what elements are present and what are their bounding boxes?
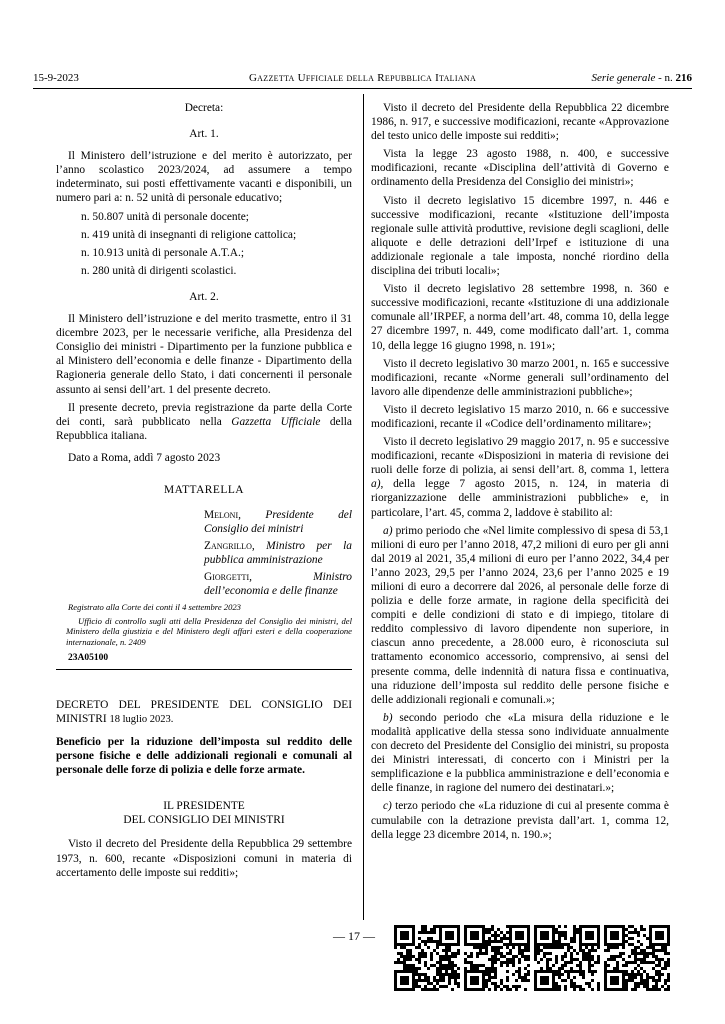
dpcm-title <box>56 698 352 727</box>
list-item <box>371 524 669 707</box>
art1-item: n. 50.807 unità di personale docente; <box>81 210 249 223</box>
qr-code-2 <box>464 925 530 991</box>
item-text: primo periodo che «Nel limite complessivo di spesa di 53,1 milioni di euro per l’anno 2018, 47,2 milioni di euro per gli anni dal 2019 al 2021, 35,4 milioni di euro per l’anno 2022, 34,4 per l’anno 2023, 29,5 per l’anno 2024, 23,6 per l’anno 2025 e 19 milioni di euro a decorrere dal 2026, al personale delle forze di polizia e delle forze armate, in ragione della specificità dei compiti e delle condizioni di stato e di impiego, titolare di reddito complessivo di lavoro dipendente non superiore, in ciascun anno precedente, a 28.000 euro, è riconosciuta sul trattamento economico accessorio, comprensivo, ai sensi del presente comma, delle indennità di natura fissa e continuativa, una riduzione dell’imposta sul reddito delle persone fisiche e delle addizionali regionali e comunali.»; <box>371 524 669 706</box>
header-series <box>591 72 692 84</box>
letter-label: a) <box>371 478 381 491</box>
gazzetta-ufficiale-italic: Gazzetta Ufficiale <box>231 415 321 428</box>
art1-item: n. 10.913 unità di personale A.T.A.; <box>81 246 245 259</box>
art2-publication-paragraph <box>56 401 352 443</box>
right-column <box>371 101 669 846</box>
header-title: Gazzetta Ufficiale della Repubblica Italiana <box>248 72 477 84</box>
registrato-note: Registrato alla Corte dei conti il 4 settembre 2023 <box>68 602 241 613</box>
list-item <box>371 711 669 796</box>
art2-heading: Art. 2. <box>189 290 219 303</box>
signatory-name: Giorgetti <box>204 571 250 584</box>
document-code: 23A05100 <box>68 652 109 663</box>
visto-paragraph: Vista la legge 23 agosto 1988, n. 400, e successive modificazioni, recante «Disciplina dell’attività di Governo e ordinamento della Presidenza del Consiglio dei ministri»; <box>371 148 669 189</box>
dpcm-date: 18 luglio 2023. <box>109 714 174 726</box>
left-column <box>56 101 352 884</box>
art1-heading: Art. 1. <box>189 128 219 141</box>
signatory <box>204 540 352 567</box>
mattarella-signature: MATTARELLA <box>163 483 245 496</box>
art2-paragraph: Il Ministero dell’istruzione e del merito trasmette, entro il 31 dicembre 2023, per le necessarie verifiche, alla Presidenza del Consiglio dei ministri - Dipartimento per la funzione pubblica e al Ministero dell’economia e delle finanze - Dipartimento della Ragioneria generale dello Stato, i dati concernenti il personale assunto ai sensi dell’art. 1 del presente decreto. <box>56 313 352 396</box>
page-header <box>33 72 692 88</box>
art1-text: Il Ministero dell’istruzione e del merito è autorizzato, per l’anno scolastico 2023/2024, ad assumere a tempo indeterminato, sui posti effettivamente vacanti e disponibili, un numero pari a: n. 52 unità di personale educativo; <box>56 150 352 205</box>
series-label: Serie generale <box>591 72 656 84</box>
page-prefix: - n. <box>655 72 676 84</box>
item-label: b) <box>383 711 393 724</box>
page-number: — 17 — <box>333 929 375 943</box>
text-span: Visto il decreto legislativo 29 maggio 2017, n. 95 e successive modificazioni, recante «Disposizioni in materia di revisione dei ruoli delle forze di polizia, ai sensi dell’art. 8, comma 1, lettera <box>371 436 669 477</box>
il-presidente-heading <box>56 799 352 827</box>
text-span: DECRETO DEL PRESIDENTE DEL CONSIGLIO DEI MINISTRI <box>56 698 352 726</box>
section-separator <box>56 669 352 670</box>
visto-paragraph <box>371 435 669 520</box>
heading-line: DEL CONSIGLIO DEI MINISTRI <box>123 814 285 827</box>
signatory-role: , Presidente del Consiglio dei ministri <box>204 509 352 535</box>
qr-code-4 <box>604 925 670 991</box>
item-label: a) <box>383 524 393 537</box>
visto-paragraph: Visto il decreto legislativo 28 settembre 1998, n. 360 e successive modificazioni, recante «Istituzione di una addizionale comunale all’IRPEF, a norma dell’art. 48, comma 10, della legge 27 dicembre 1997, n. 449, come modificato dall’art. 1, comma 10, della legge 16 giugno 1998, n. 191»; <box>371 283 669 352</box>
visto-paragraph: Visto il decreto legislativo 30 marzo 2001, n. 165 e successive modificazioni, recante «Norme generali sull’ordinamento del lavoro alle dipendenze delle amministrazioni pubbliche»; <box>371 357 669 398</box>
art1-item: n. 280 unità di dirigenti scolastici. <box>81 264 237 277</box>
art1-item: n. 419 unità di insegnanti di religione cattolica; <box>81 228 297 241</box>
issue-number: 216 <box>675 72 692 84</box>
signatory-name: Meloni <box>204 509 239 522</box>
dato-a-roma: Dato a Roma, addì 7 agosto 2023 <box>68 451 221 464</box>
item-text: secondo periodo che «La misura della riduzione e le modalità applicative della stessa sono individuate annualmente con decreto del Presidente del Consiglio dei ministri, su proposta dei Ministri interessati, di concerto con i Ministri per la semplificazione e la pubblica amministrazione e dell’economia e delle finanze, in ragione del numero dei destinatari.»; <box>371 711 669 795</box>
qr-code-3 <box>534 925 600 991</box>
column-divider <box>363 94 364 920</box>
text-span: della Repubblica italiana. <box>56 415 352 442</box>
item-label: c) <box>383 800 392 813</box>
dpcm-subject: Beneficio per la riduzione dell’imposta sul reddito delle persone fisiche e delle addizionali regionali e comunali al personale delle forze di polizia e delle forze armate. <box>56 736 352 777</box>
visto-paragraph: Visto il decreto del Presidente della Repubblica 22 dicembre 1986, n. 917, e successive modificazioni, recante «Approvazione del testo unico delle imposte sui redditi»; <box>371 102 669 143</box>
visto-paragraph: Visto il decreto del Presidente della Repubblica 29 settembre 1973, n. 600, recante «Disposizioni comuni in materia di accertamento delle imposte sui redditi»; <box>56 838 352 879</box>
signatories <box>56 509 352 598</box>
ufficio-controllo-note: Ufficio di controllo sugli atti della Presidenza del Consiglio dei ministri, del Ministero della giustizia e del Ministero degli affari esteri e della cooperazione internazionale, n. 2409 <box>66 616 352 647</box>
signatory-role: , Ministro per la pubblica amministrazione <box>204 540 352 566</box>
signatory <box>204 571 352 598</box>
signatory-name: Zangrillo <box>204 540 252 553</box>
text-span: Il presente decreto, previa registrazione da parte della Corte dei conti, sarà pubblicato nella <box>56 401 352 428</box>
visto-paragraph: Visto il decreto legislativo 15 dicembre 1997, n. 446 e successive modificazioni, recante «Istituzione dell’imposta regionale sulle attività produttive, revisione degli scaglioni, delle aliquote e delle detrazioni dell’Irpef e istituzione di una addizionale regionale a tale imposta, nonché riordino della disciplina dei tributi locali»; <box>371 194 669 278</box>
heading-line: IL PRESIDENTE <box>163 800 245 813</box>
visto-paragraph: Visto il decreto legislativo 15 marzo 2010, n. 66 e successive modificazioni, recante il «Codice dell’ordinamento militare»; <box>371 403 669 430</box>
decreta-heading: Decreta: <box>184 102 224 114</box>
header-rule <box>33 88 692 89</box>
signatory <box>204 509 352 536</box>
qr-code-1 <box>394 925 460 991</box>
list-item <box>371 799 669 841</box>
text-span: , della legge 7 agosto 2015, n. 124, in materia di riorganizzazione delle amministrazioni pubbliche» e, in particolare, l’art. 45, comma 2, laddove è stabilito al: <box>371 478 669 519</box>
signatory-role: , Ministro dell’economia e delle finanze <box>204 571 352 597</box>
item-text: terzo periodo che «La riduzione di cui al presente comma è cumulabile con la detrazione prevista dall’art. 1, comma 12, della legge 23 dicembre 2014, n. 190.»; <box>371 800 669 841</box>
header-date: 15-9-2023 <box>33 72 79 84</box>
